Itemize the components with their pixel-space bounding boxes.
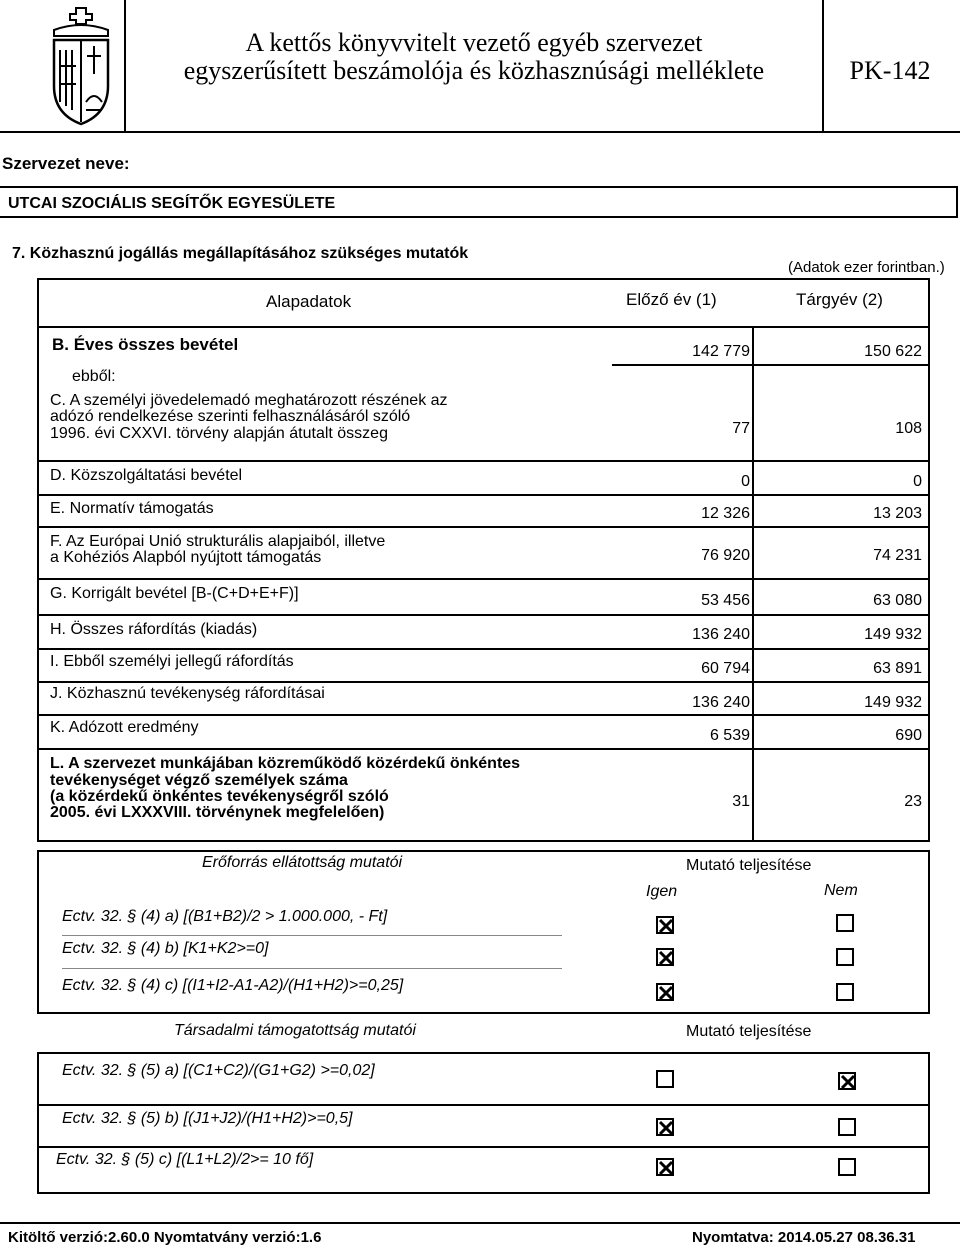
section-title: 7. Közhasznú jogállás megállapításához szükséges mutatók — [12, 245, 469, 262]
table-left — [37, 278, 39, 842]
row-c-prev: 77 — [732, 420, 750, 437]
social-indicator-c-label: Ectv. 32. § (5) c) [(L1+L2)/2>= 10 fő] — [56, 1151, 314, 1168]
row-g-label: G. Korrigált bevétel [B-(C+D+E+F)] — [50, 585, 299, 602]
row-h-line — [37, 648, 930, 650]
value-column-divider — [752, 328, 754, 840]
social-a-line — [37, 1104, 930, 1106]
row-c-label-line3: 1996. évi CXXVI. törvény alapján átutalt összeg — [50, 425, 388, 442]
row-c-label-line2: adózó rendelkezése szerinti felhasználásáról szóló — [50, 408, 411, 425]
row-c-line — [37, 460, 930, 462]
resources-bottom — [37, 1012, 930, 1014]
row-f-label-line1: F. Az Európai Unió strukturális alapjaiból, illetve — [50, 533, 386, 550]
social-bottom — [37, 1192, 930, 1194]
resources-left — [37, 850, 39, 1014]
table-top — [37, 278, 930, 280]
resource-a-yes-checkbox[interactable] — [656, 916, 674, 934]
resource-c-yes-checkbox[interactable] — [656, 983, 674, 1001]
org-name-value: UTCAI SZOCIÁLIS SEGÍTŐK EGYESÜLETE — [8, 195, 336, 212]
resource-indicator-c-label: Ectv. 32. § (4) c) [(I1+I2-A1-A2)/(H1+H2)>=0,25] — [62, 977, 404, 994]
social-a-yes-checkbox[interactable] — [656, 1070, 674, 1088]
row-g-prev: 53 456 — [701, 592, 750, 609]
header-divider-left — [124, 0, 126, 132]
document-title-line2: egyszerűsített beszámolója és közhasznúsági melléklete — [183, 56, 765, 85]
social-indicator-a-label: Ectv. 32. § (5) a) [(C1+C2)/(G1+G2) >=0,02] — [62, 1062, 375, 1079]
row-f-prev: 76 920 — [701, 547, 750, 564]
social-title: Társadalmi támogatottság mutatói — [174, 1022, 416, 1039]
org-name-label: Szervezet neve: — [2, 154, 130, 173]
row-d-curr: 0 — [913, 473, 922, 490]
row-c-label-line1: C. A személyi jövedelemadó meghatározott részének az — [50, 392, 448, 409]
resources-top — [37, 850, 930, 852]
row-b-prev: 142 779 — [692, 343, 750, 360]
resource-b-line — [62, 968, 562, 969]
header-bottom-line — [0, 131, 960, 133]
resources-yes-header: Igen — [646, 883, 678, 900]
row-e-curr: 13 203 — [873, 505, 922, 522]
footer-version: Kitöltő verzió:2.60.0 Nyomtatvány verzió:1.6 — [8, 1229, 322, 1246]
resource-indicator-a-label: Ectv. 32. § (4) a) [(B1+B2)/2 > 1.000.000, - Ft] — [62, 908, 388, 925]
social-c-no-checkbox[interactable] — [838, 1158, 856, 1176]
row-l-label-line4: 2005. évi LXXXVIII. törvénynek megfelelően) — [50, 804, 385, 821]
social-header-line — [37, 1052, 930, 1054]
row-j-line — [37, 714, 930, 716]
row-e-label: E. Normatív támogatás — [50, 500, 214, 517]
table-right — [928, 278, 930, 842]
org-box-bottom — [0, 216, 958, 218]
social-perf-title: Mutató teljesítése — [686, 1023, 812, 1040]
social-b-no-checkbox[interactable] — [838, 1118, 856, 1136]
row-i-label: I. Ebből személyi jellegű ráfordítás — [50, 653, 294, 670]
row-g-line — [37, 614, 930, 616]
row-f-line — [37, 578, 930, 580]
row-i-curr: 63 891 — [873, 660, 922, 677]
social-indicator-b-label: Ectv. 32. § (5) b) [(J1+J2)/(H1+H2)>=0,5] — [62, 1110, 353, 1127]
header-row-line — [37, 326, 930, 328]
row-k-label: K. Adózott eredmény — [50, 719, 199, 736]
row-of-which-label: ebből: — [72, 368, 116, 385]
row-l-label-line2: tevékenységet végző személyek száma — [50, 772, 348, 789]
row-d-line — [37, 494, 930, 496]
social-b-yes-checkbox[interactable] — [656, 1118, 674, 1136]
row-l-label-line3: (a közérdekű önkéntes tevékenységről szóló — [50, 788, 389, 805]
row-d-label: D. Közszolgáltatási bevétel — [50, 467, 243, 484]
row-k-line — [37, 748, 930, 750]
row-g-curr: 63 080 — [873, 592, 922, 609]
row-j-label: J. Közhasznú tevékenység ráfordításai — [50, 685, 325, 702]
row-i-prev: 60 794 — [701, 660, 750, 677]
row-i-line — [37, 681, 930, 683]
column-header-base: Alapadatok — [266, 292, 352, 311]
resource-indicator-b-label: Ectv. 32. § (4) b) [K1+K2>=0] — [62, 940, 269, 957]
org-box-right — [956, 186, 958, 218]
resource-b-yes-checkbox[interactable] — [656, 948, 674, 966]
resources-right — [928, 850, 930, 1014]
row-k-prev: 6 539 — [709, 727, 750, 744]
resources-perf-title: Mutató teljesítése — [686, 857, 812, 874]
row-f-curr: 74 231 — [873, 547, 922, 564]
row-e-prev: 12 326 — [701, 505, 750, 522]
form-code: PK-142 — [849, 56, 931, 85]
social-b-line — [37, 1146, 930, 1148]
resource-c-no-checkbox[interactable] — [836, 983, 854, 1001]
row-h-label: H. Összes ráfordítás (kiadás) — [50, 621, 258, 638]
coat-of-arms-icon — [46, 6, 116, 126]
row-j-prev: 136 240 — [692, 694, 750, 711]
column-header-current-year: Tárgyév (2) — [796, 290, 883, 309]
social-c-yes-checkbox[interactable] — [656, 1158, 674, 1176]
row-j-curr: 149 932 — [864, 694, 922, 711]
row-b-line — [612, 364, 930, 366]
footer-printed: Nyomtatva: 2014.05.27 08.36.31 — [692, 1229, 916, 1246]
column-header-previous-year: Előző év (1) — [626, 290, 717, 309]
org-box-top — [0, 186, 958, 188]
row-e-line — [37, 526, 930, 528]
row-b-label: B. Éves összes bevétel — [52, 335, 239, 354]
header-divider-right — [822, 0, 824, 132]
unit-note: (Adatok ezer forintban.) — [788, 259, 945, 276]
row-l-label-line1: L. A szervezet munkájában közreműködő közérdekű önkéntes — [50, 755, 521, 772]
resource-b-no-checkbox[interactable] — [836, 948, 854, 966]
resource-a-line — [62, 935, 562, 936]
document-title-line1: A kettős könyvvitelt vezető egyéb szervezet — [245, 28, 703, 57]
row-c-curr: 108 — [895, 420, 922, 437]
row-l-prev: 31 — [732, 793, 750, 810]
footer-line — [0, 1222, 960, 1224]
row-k-curr: 690 — [895, 727, 922, 744]
row-f-label-line2: a Kohéziós Alapból nyújtott támogatás — [50, 549, 322, 566]
row-b-curr: 150 622 — [864, 343, 922, 360]
resources-no-header: Nem — [824, 882, 858, 899]
row-l-curr: 23 — [904, 793, 922, 810]
resource-a-no-checkbox[interactable] — [836, 914, 854, 932]
row-h-curr: 149 932 — [864, 626, 922, 643]
social-left — [37, 1052, 39, 1194]
row-h-prev: 136 240 — [692, 626, 750, 643]
resources-title: Erőforrás ellátottság mutatói — [202, 854, 403, 871]
row-d-prev: 0 — [741, 473, 750, 490]
social-a-no-checkbox[interactable] — [838, 1072, 856, 1090]
table-bottom — [37, 840, 930, 842]
social-right — [928, 1052, 930, 1194]
